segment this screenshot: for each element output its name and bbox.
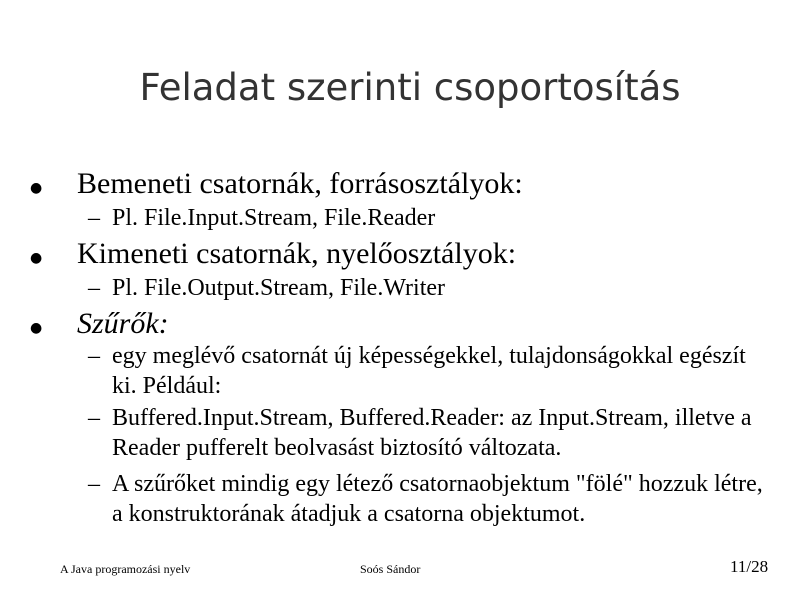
bullet-output-channels: Kimeneti csatornák, nyelőosztályok: xyxy=(77,237,517,270)
sub-bullet-marker: – xyxy=(88,471,100,497)
sub-bullet-filter-description: egy meglévő csatornát új képességekkel, tulajdonságokkal egészít ki. Például: xyxy=(112,343,746,399)
sub-bullet-marker: – xyxy=(88,275,100,301)
bullet-marker: ● xyxy=(30,250,43,266)
sub-bullet-output-example: Pl. File.Output.Stream, File.Writer xyxy=(112,275,445,301)
sub-bullet-marker: – xyxy=(88,205,100,231)
slide-title: Feladat szerinti csoportosítás xyxy=(139,66,681,109)
page-number: 11/28 xyxy=(730,557,769,576)
sub-bullet-marker: – xyxy=(88,343,100,369)
sub-bullet-marker: – xyxy=(88,405,100,431)
footer-author: Soós Sándor xyxy=(360,562,421,576)
bullet-filters: Szűrők: xyxy=(77,307,169,340)
footer-course-title: A Java programozási nyelv xyxy=(60,562,191,576)
sub-bullet-filter-construction: A szűrőket mindig egy létező csatornaobjektum "fölé" hozzuk létre, a konstruktorának átadjuk a csatorna objektumot. xyxy=(112,471,763,527)
sub-bullet-input-example: Pl. File.Input.Stream, File.Reader xyxy=(112,205,436,231)
bullet-input-channels: Bemeneti csatornák, forrásosztályok: xyxy=(77,167,523,200)
bullet-marker: ● xyxy=(30,320,43,336)
bullet-marker: ● xyxy=(30,180,43,196)
sub-bullet-buffered-classes: Buffered.Input.Stream, Buffered.Reader: az Input.Stream, illetve a Reader pufferelt beolvasást biztosító változata. xyxy=(112,405,752,461)
